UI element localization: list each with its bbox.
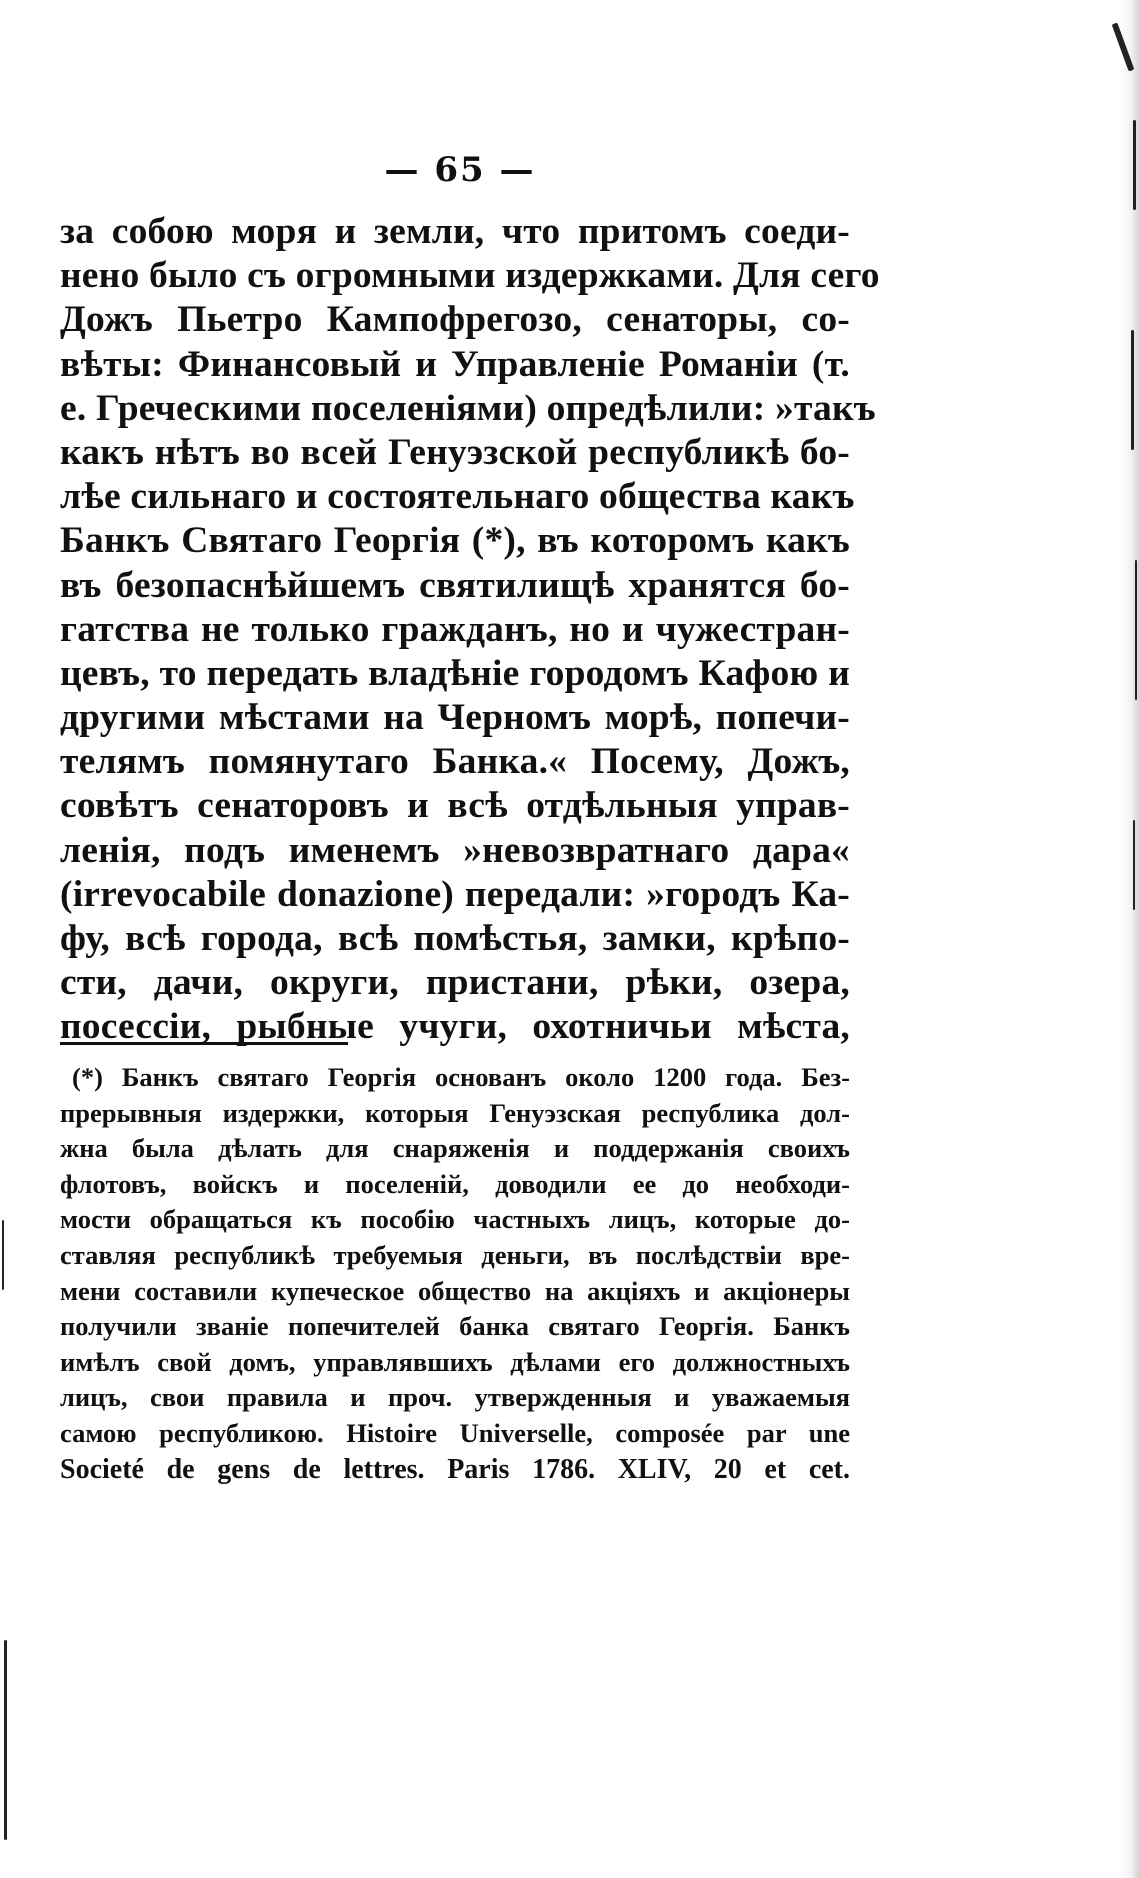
footnote-line: ставляя республикѣ требуемыя деньги, въ послѣдствіи вре- [60,1239,850,1270]
scan-speck [2,1220,4,1290]
text-line: цевъ, то передать владѣніе городомъ Кафою и [60,652,850,694]
footnote-line: имѣлъ свой домъ, управлявшихъ дѣлами его должностныхъ [60,1346,850,1377]
text-line: посессіи, рыбные учуги, охотничьи мѣста, [60,1006,850,1048]
page-edge-shadow [1118,0,1140,1878]
main-text [60,210,880,1050]
scan-speck [1133,820,1135,910]
text-line: фу, всѣ города, всѣ помѣстья, замки, крѣпо- [60,918,850,959]
text-line: лѣе сильнаго и состоятельнаго общества какъ [60,476,855,518]
scan-speck [1133,120,1136,210]
footnote [60,1060,850,1487]
text-line: ленія, подъ именемъ »невозвратнаго дара« [60,829,850,871]
footnote-line: Societé de gens de lettres. Paris 1786. XLIV, 20 et cet. [60,1453,850,1485]
text-line: въ безопаснѣйшемъ святилищѣ хранятся бо- [60,564,850,606]
scan-speck [1135,560,1137,700]
page-number: — 65 — [384,150,536,190]
footnote-divider [60,1042,348,1045]
footnote-line: мени составили купеческое общество на акціяхъ и акціонеры [60,1275,850,1306]
text-line: другими мѣстами на Черномъ морѣ, попечи- [60,697,850,739]
footnote-line: жна была дѣлать для снаряженія и поддержанія своихъ [60,1133,850,1164]
text-line: сти, дачи, округи, пристани, рѣки, озера, [60,962,850,1004]
text-line: совѣтъ сенаторовъ и всѣ отдѣльныя управ- [60,785,850,827]
text-line: Банкъ Святаго Георгія (*), въ которомъ какъ [60,520,850,562]
text-line: (irrevocabile donazione) передали: »городъ Ка- [60,873,850,915]
text-line: за собою моря и земли, что притомъ соеди- [60,211,850,252]
footnote-line: самою республикою. Histoire Universelle, composée par une [60,1417,850,1448]
text-line: вѣты: Финансовый и Управленіе Романіи (т. [60,343,850,385]
footnote-line: флотовъ, войскъ и поселеній, доводили ее до необходи- [60,1168,850,1199]
text-line: какъ нѣтъ во всей Генуэзской республикѣ бо- [60,431,850,473]
footnote-line: прерывныя издержки, которыя Генуэзская республика дол- [60,1097,850,1128]
text-line: Дожъ Пьетро Кампофрегозо, сенаторы, со- [60,299,850,341]
footnote-line: (*) Банкъ святаго Георгія основанъ около 1200 года. Без- [72,1062,850,1092]
scan-speck [1131,330,1134,450]
footnote-line: получили званіе попечителей банка святаго Георгія. Банкъ [60,1311,850,1342]
footnote-line: мости обращаться къ пособію частныхъ лицъ, которые до- [60,1204,850,1235]
text-line: нено было съ огромными издержками. Для сего [60,255,880,297]
scan-speck [4,1640,7,1840]
text-line: телямъ помянутаго Банка.« Посему, Дожъ, [60,741,850,783]
text-line: гатства не только гражданъ, но и чужестран- [60,608,850,650]
text-line: е. Греческими поселеніями) опредѣлили: »такъ [60,387,876,429]
footnote-line: лицъ, свои правила и проч. утвержденныя и уважаемыя [60,1382,850,1413]
